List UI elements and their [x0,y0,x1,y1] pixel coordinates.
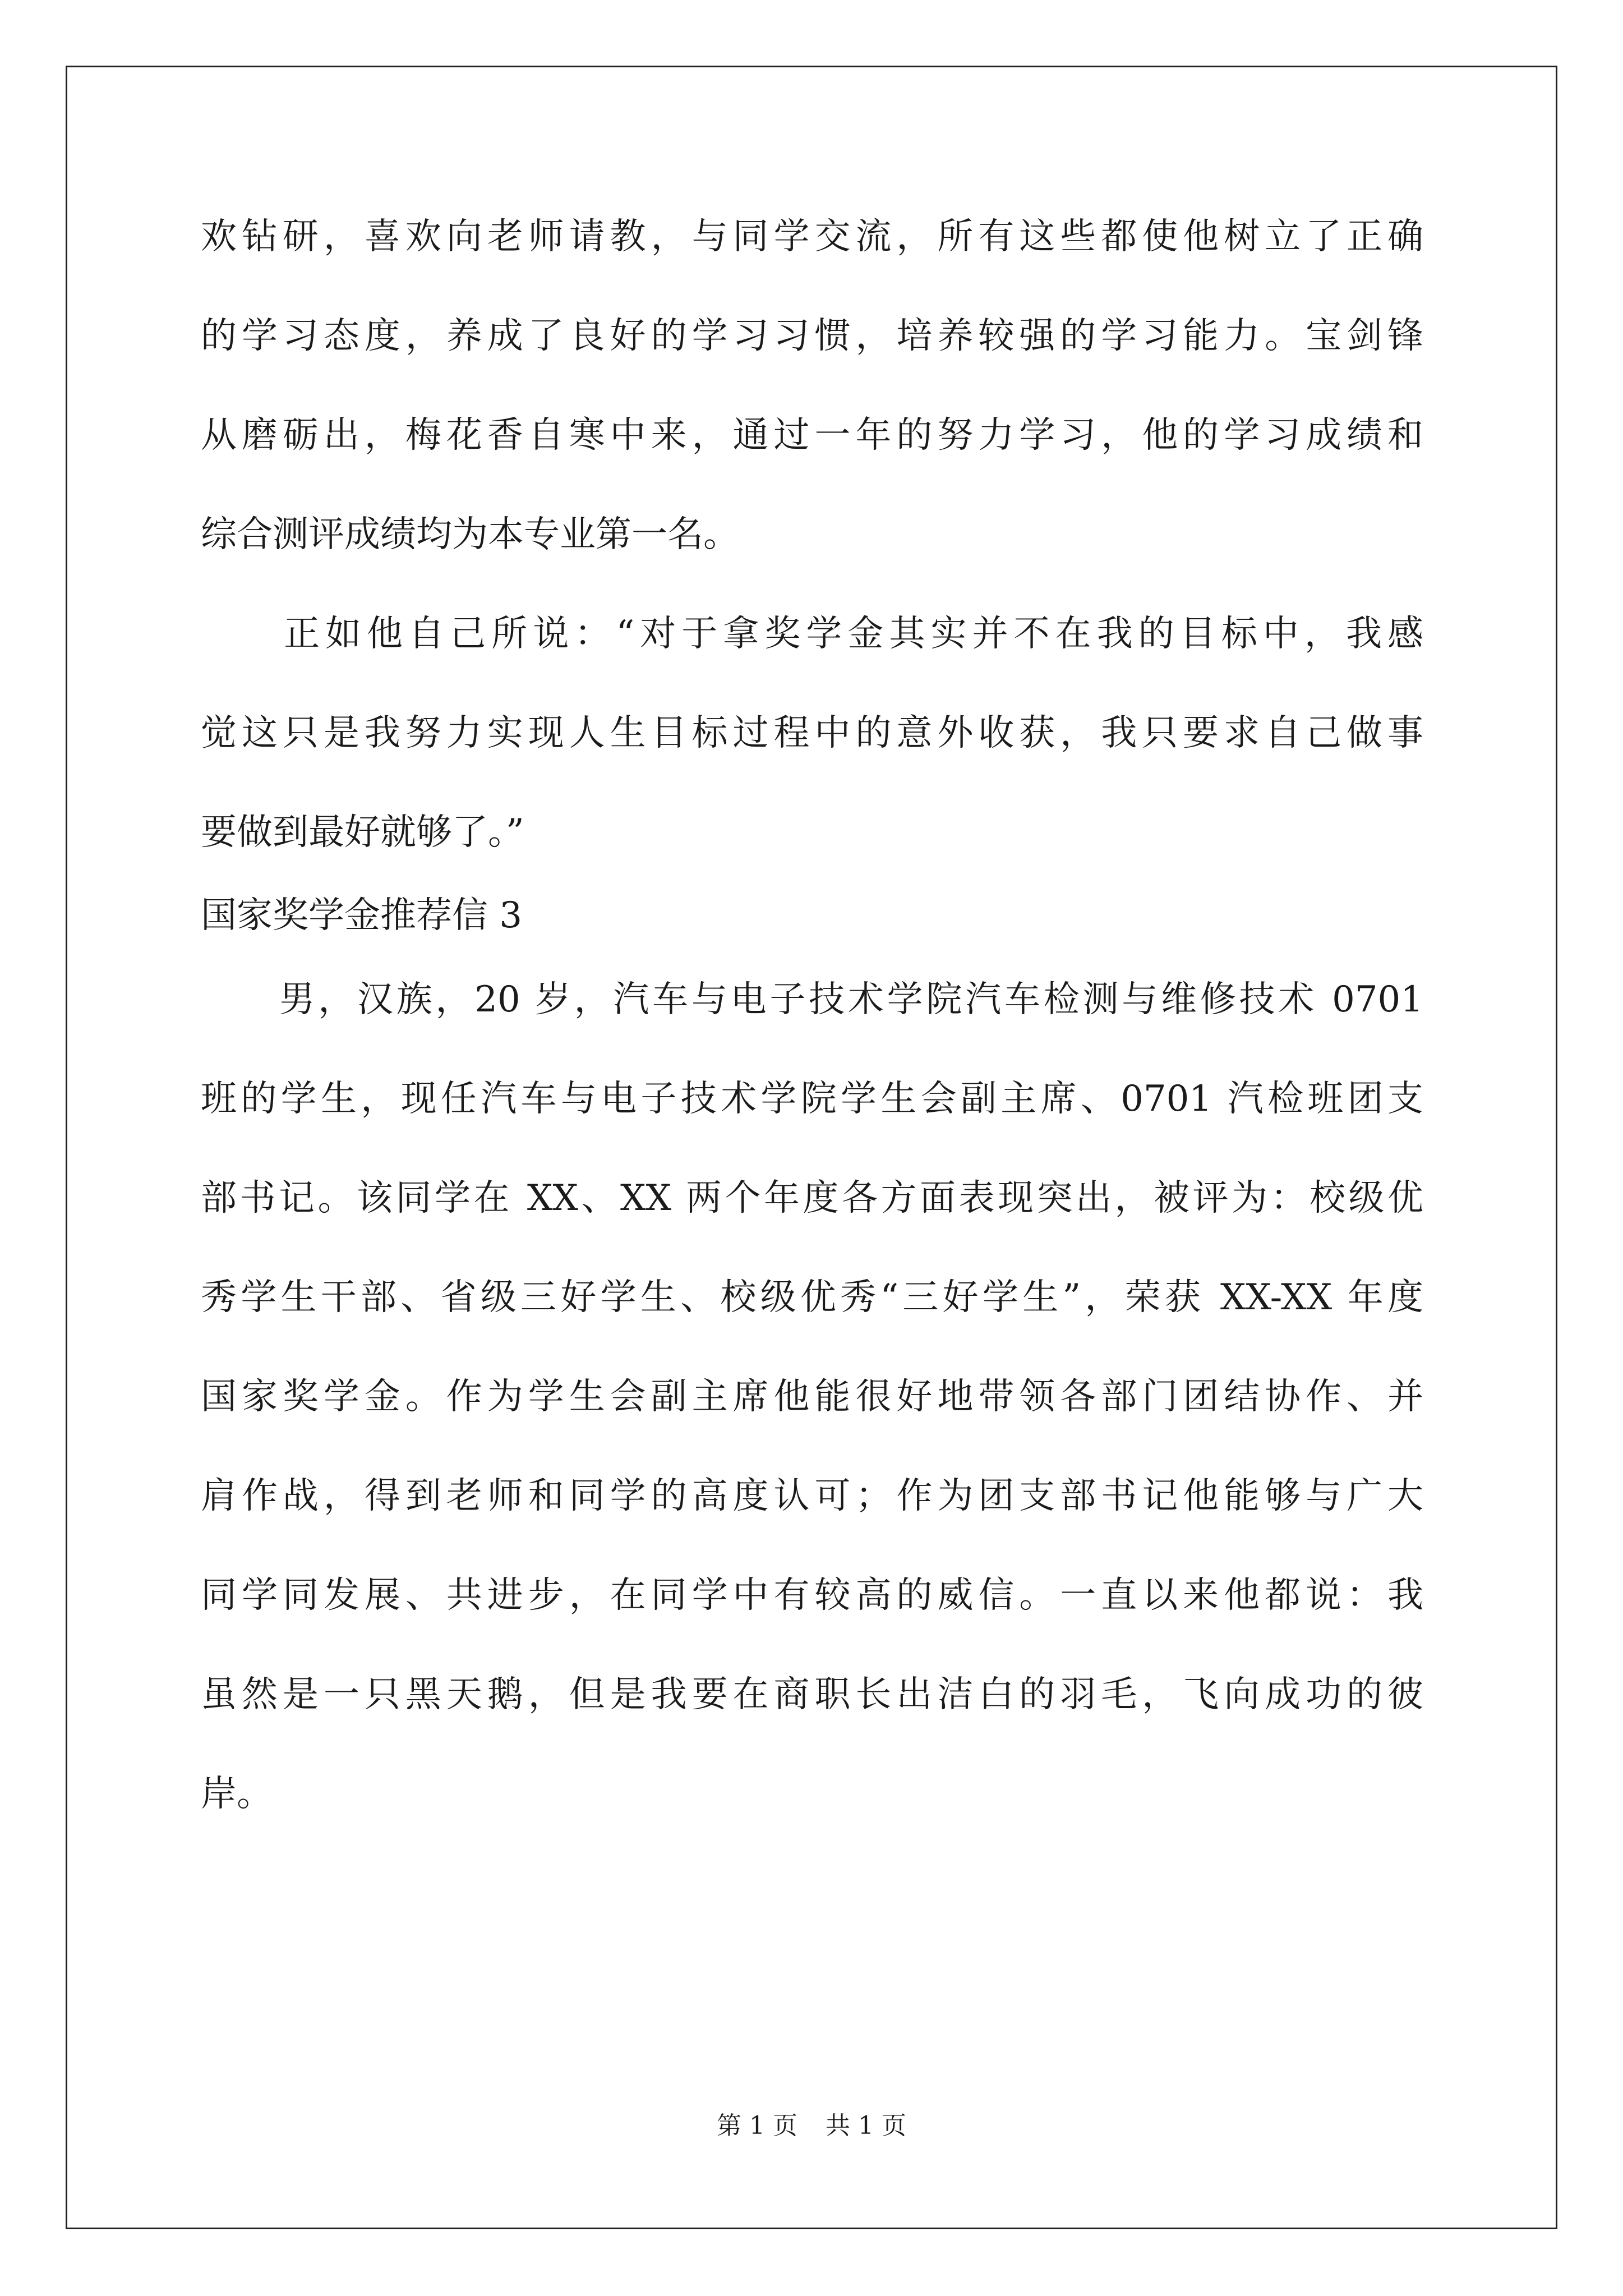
paragraph-line: 正如他自己所说：“对于拿奖学金其实并不在我的目标中，我感 [201,613,1423,655]
paragraph-line: 班的学生，现任汽车与电子技术学院学生会副主席、0701 汽检班团支 [201,1078,1423,1120]
paragraph-line: 国家奖学金。作为学生会副主席他能很好地带领各部门团结协作、并 [201,1376,1423,1418]
paragraph-line: 从磨砺出，梅花香自寒中来，通过一年的努力学习，他的学习成绩和 [201,415,1423,456]
paragraph-line: 部书记。该同学在 XX、XX 两个年度各方面表现突出，被评为：校级优 [201,1177,1423,1219]
page-total: 共 1 页 [826,2111,906,2140]
page-number: 第 1 页 [717,2111,797,2140]
paragraph-line: 男，汉族，20 岁，汽车与电子技术学院汽车检测与维修技术 0701 [201,979,1423,1020]
paragraph-line: 肩作战，得到老师和同学的高度认可；作为团支部书记他能够与广大 [201,1475,1423,1517]
paragraph-line: 秀学生干部、省级三好学生、校级优秀“三好学生”，荣获 XX-XX 年度 [201,1277,1423,1318]
paragraph-line: 综合测评成绩均为本专业第一名。 [201,514,739,555]
paragraph-line: 同学同发展、共进步，在同学中有较高的威信。一直以来他都说：我 [201,1575,1423,1616]
paragraph-line: 欢钻研，喜欢向老师请教，与同学交流，所有这些都使他树立了正确 [201,216,1423,257]
paragraph-line: 虽然是一只黑天鹅，但是我要在商职长出洁白的羽毛，飞向成功的彼 [201,1674,1423,1715]
paragraph-line: 的学习态度，养成了良好的学习习惯，培养较强的学习能力。宝剑锋 [201,315,1423,357]
paragraph-line: 要做到最好就够了。” [201,812,524,853]
page-footer [0,2109,1623,2143]
page-border [66,66,1557,2229]
section-heading: 国家奖学金推荐信 3 [201,895,523,936]
paragraph-line: 岸。 [201,1773,273,1815]
paragraph-line: 觉这只是我努力实现人生目标过程中的意外收获，我只要求自己做事 [201,712,1423,754]
